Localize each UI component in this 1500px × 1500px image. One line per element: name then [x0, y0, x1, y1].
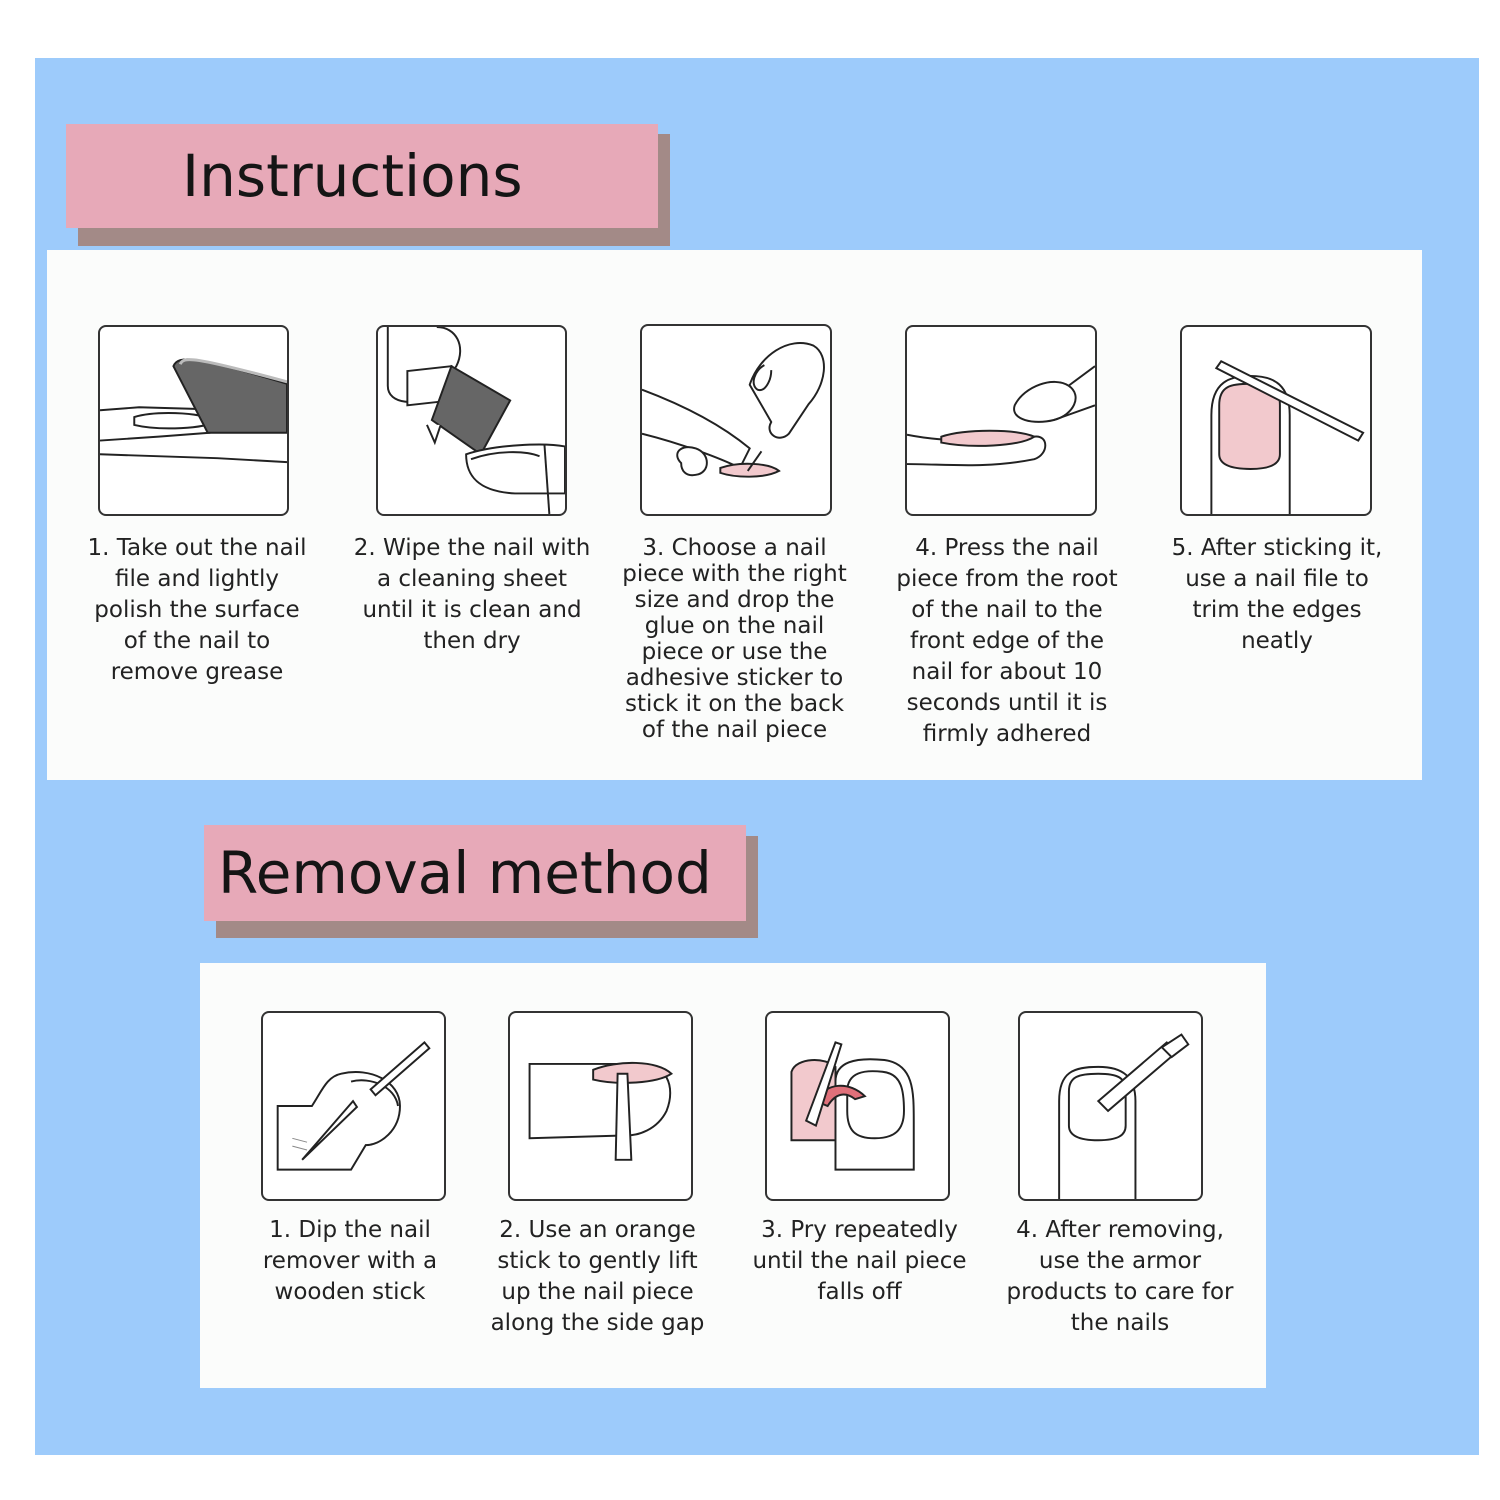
removal-step-2-text: 2. Use an orange stick to gently lift up the nail piece along the side gap	[490, 1217, 705, 1336]
instruction-step-1-text: 1. Take out the nail file and lightly polish the surface of the nail to remove grease	[87, 535, 307, 685]
removal-step-1-text: 1. Dip the nail remover with a wooden stick	[262, 1217, 438, 1305]
instruction-step-3-text: 3. Choose a nail piece with the right size and drop the glue on the nail piece or use the adhesive sticker to stick it on the back of the nail piece	[622, 535, 847, 743]
removal-step-4-text: 4. After removing, use the armor products to care for the nails	[1006, 1217, 1234, 1336]
instruction-step-5-text: 5. After sticking it, use a nail file to trim the edges neatly	[1171, 535, 1383, 654]
orange-stick-icon	[508, 1011, 693, 1201]
nail-care-icon	[1018, 1011, 1203, 1201]
trim-edges-icon	[1180, 325, 1372, 516]
removal-panel	[200, 963, 1266, 1388]
instruction-step-2-text: 2. Wipe the nail with a cleaning sheet until it is clean and then dry	[353, 535, 591, 654]
cleaning-sheet-icon	[376, 325, 567, 516]
wooden-stick-icon	[261, 1011, 446, 1201]
pry-nail-icon	[765, 1011, 950, 1201]
removal-step-3-text: 3. Pry repeatedly until the nail piece falls off	[752, 1217, 967, 1305]
nail-file-icon	[98, 325, 289, 516]
instruction-step-4-text: 4. Press the nail piece from the root of the nail to the front edge of the nail for about 10 seconds until it is firmly adhered	[896, 535, 1118, 747]
glue-nail-piece-icon	[640, 324, 832, 516]
instructions-panel	[47, 250, 1422, 780]
press-nail-icon	[905, 325, 1097, 516]
instructions-title: Instructions	[66, 124, 658, 228]
removal-title: Removal method	[204, 825, 746, 921]
